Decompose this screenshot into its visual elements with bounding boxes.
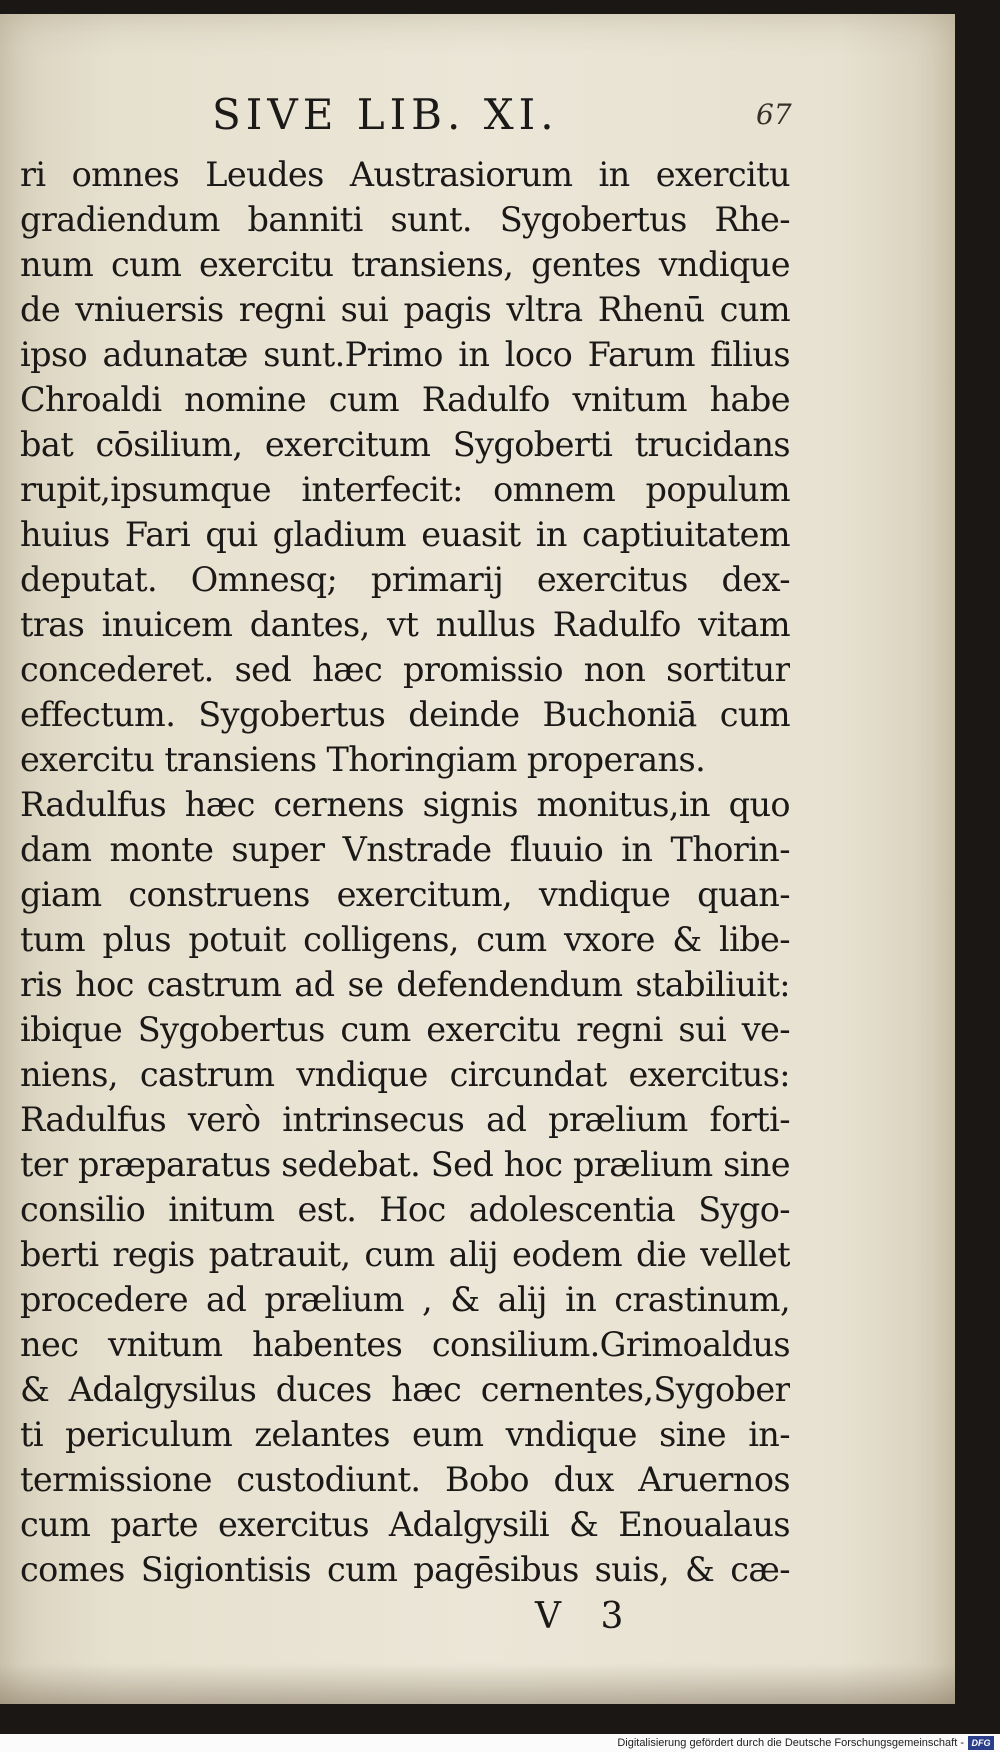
text-line: rupit,ipsumque interfecit: omnem populum xyxy=(20,470,790,509)
text-line: ris hoc castrum ad se defendendum stabiliuit: xyxy=(20,965,790,1004)
text-line: giam construens exercitum, vndique quan- xyxy=(20,875,790,914)
text-line: huius Fari qui gladium euasit in captiuitatem xyxy=(20,515,790,554)
text-line: exercitu transiens Thoringiam properans. xyxy=(20,740,706,779)
text-line: num cum exercitu transiens, gentes vndique xyxy=(20,245,790,284)
text-line: cum parte exercitus Adalgysili & Enoualaus xyxy=(20,1505,790,1544)
text-line: consilio initum est. Hoc adolescentia Sygo- xyxy=(20,1190,790,1229)
text-line: gradiendum banniti sunt. Sygobertus Rhe- xyxy=(20,200,790,239)
text-line: bat cōsilium, exercitum Sygoberti trucidans xyxy=(20,425,790,464)
text-line: ipso adunatæ sunt.Primo in loco Farum filius xyxy=(20,335,790,374)
funding-credit: Digitalisierung gefördert durch die Deutsche Forschungsgemeinschaft - xyxy=(617,1737,964,1749)
text-line: ti periculum zelantes eum vndique sine in- xyxy=(20,1415,790,1454)
body-text xyxy=(20,152,790,1592)
text-line: ter præparatus sedebat. Sed hoc prælium sine xyxy=(20,1145,790,1184)
text-line: effectum. Sygobertus deinde Buchoniā cum xyxy=(20,695,790,734)
text-line: Radulfus verò intrinsecus ad prælium forti- xyxy=(20,1100,790,1139)
text-line: niens, castrum vndique circundat exercitus: xyxy=(20,1055,790,1094)
page-number: 67 xyxy=(756,98,792,131)
text-line: tum plus potuit colligens, cum vxore & libe- xyxy=(20,920,790,959)
text-line: dam monte super Vnstrade fluuio in Thorin- xyxy=(20,830,790,869)
text-line: comes Sigiontisis cum pagēsibus suis, & cæ- xyxy=(20,1550,790,1589)
text-line: concederet. sed hæc promissio non sortitur xyxy=(20,650,790,689)
text-line: Chroaldi nomine cum Radulfo vnitum habe xyxy=(20,380,790,419)
text-line: ri omnes Leudes Austrasiorum in exercitu xyxy=(20,155,790,194)
text-line: Radulfus hæc cernens signis monitus,in quo xyxy=(20,785,790,824)
text-line: ibique Sygobertus cum exercitu regni sui ve- xyxy=(20,1010,790,1049)
text-line: tras inuicem dantes, vt nullus Radulfo vitam xyxy=(20,605,790,644)
text-line: berti regis patrauit, cum alij eodem die vellet xyxy=(20,1235,790,1274)
dfg-logo: DFG xyxy=(968,1736,994,1750)
signature-mark: V 3 xyxy=(535,1596,638,1637)
text-line: termissione custodiunt. Bobo dux Aruernos xyxy=(20,1460,790,1499)
text-line: procedere ad prælium , & alij in crastinum, xyxy=(20,1280,790,1319)
text-line: nec vnitum habentes consilium.Grimoaldus xyxy=(20,1325,790,1364)
running-head: SIVE LIB. XI. xyxy=(212,90,559,139)
text-line: deputat. Omnesq; primarij exercitus dex- xyxy=(20,560,790,599)
book-page xyxy=(0,14,955,1704)
text-line: & Adalgysilus duces hæc cernentes,Sygober xyxy=(20,1370,790,1409)
text-line: de vniuersis regni sui pagis vltra Rhenū cum xyxy=(20,290,790,329)
